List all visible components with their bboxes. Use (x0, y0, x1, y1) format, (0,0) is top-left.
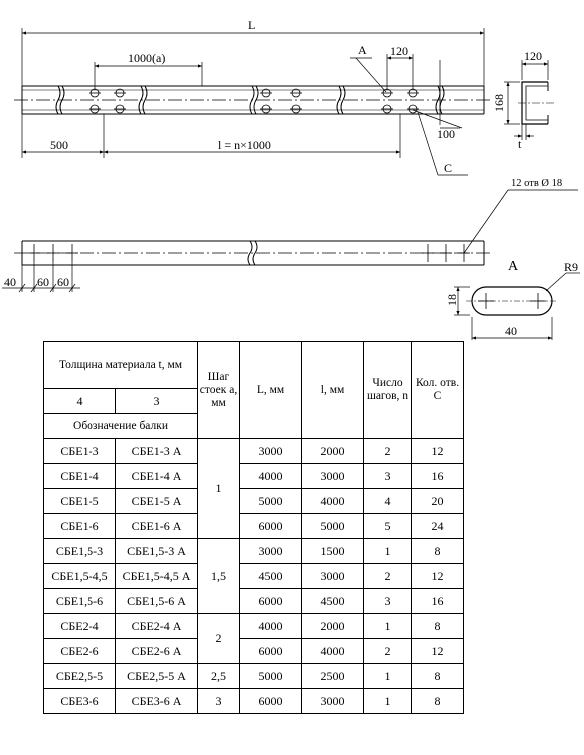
cell-pitch: 2,5 (198, 664, 240, 689)
cell-l: 1500 (302, 539, 364, 564)
table-row (44, 689, 464, 714)
cell-designation-4: СБЕ2-4 (44, 614, 116, 639)
detail-A-title: A (508, 259, 519, 274)
cell-l: 2000 (302, 439, 364, 464)
table-row (44, 539, 464, 564)
label-168: 168 (492, 94, 506, 112)
cell-designation-3: СБЕ1,5-6 А (116, 589, 198, 614)
cell-holes: 12 (412, 639, 464, 664)
label-120-top: 120 (390, 44, 408, 58)
cell-designation-4: СБЕ2,5-5 (44, 664, 116, 689)
cell-holes: 8 (412, 614, 464, 639)
cell-n: 3 (364, 464, 412, 489)
cell-n: 3 (364, 589, 412, 614)
cell-designation-3: СБЕ2-6 А (116, 639, 198, 664)
cell-n: 1 (364, 689, 412, 714)
label-40-bottom: 40 (4, 275, 16, 289)
header-L: L, мм (240, 342, 302, 439)
label-120-side: 120 (524, 49, 542, 63)
cell-designation-3: СБЕ3-6 А (116, 689, 198, 714)
cell-l: 3000 (302, 689, 364, 714)
cell-designation-3: СБЕ1,5-3 А (116, 539, 198, 564)
cell-L: 4000 (240, 614, 302, 639)
detail-A-slot (454, 273, 580, 340)
beam-top-view (14, 86, 490, 114)
cell-holes: 8 (412, 664, 464, 689)
cell-L: 6000 (240, 639, 302, 664)
cell-L: 6000 (240, 589, 302, 614)
cell-holes: 24 (412, 514, 464, 539)
cell-designation-4: СБЕ1,5-6 (44, 589, 116, 614)
cell-designation-3: СБЕ1-6 А (116, 514, 198, 539)
cell-holes: 12 (412, 439, 464, 464)
label-R9: R9 (564, 260, 579, 274)
cell-designation-3: СБЕ2,5-5 А (116, 664, 198, 689)
cell-designation-4: СБЕ1,5-4,5 (44, 564, 116, 589)
cell-l: 2000 (302, 614, 364, 639)
label-18: 18 (445, 294, 459, 306)
cell-holes: 16 (412, 464, 464, 489)
header-designation: Обозначение балки (44, 414, 198, 439)
cell-L: 6000 (240, 514, 302, 539)
table-row (44, 614, 464, 639)
table-row (44, 639, 464, 664)
cell-n: 4 (364, 489, 412, 514)
label-pitch: 1000(a) (128, 51, 166, 65)
label-60-a: 60 (37, 275, 49, 289)
cell-designation-4: СБЕ1-6 (44, 514, 116, 539)
cell-pitch: 3 (198, 689, 240, 714)
cell-designation-4: СБЕ1-4 (44, 464, 116, 489)
label-40-detail: 40 (505, 324, 517, 338)
cell-pitch: 1 (198, 439, 240, 539)
cell-pitch: 1,5 (198, 539, 240, 614)
cell-n: 1 (364, 664, 412, 689)
cell-designation-3: СБЕ1,5-4,5 А (116, 564, 198, 589)
header-pitch: Шаг стоек а, мм (198, 342, 240, 439)
cell-designation-4: СБЕ1-3 (44, 439, 116, 464)
callout-A: A (358, 43, 367, 57)
cell-l: 5000 (302, 514, 364, 539)
cell-designation-4: СБЕ1-5 (44, 489, 116, 514)
cell-designation-3: СБЕ2-4 А (116, 614, 198, 639)
label-L: L (248, 18, 256, 32)
cell-holes: 12 (412, 564, 464, 589)
cell-holes: 20 (412, 489, 464, 514)
table-row (44, 489, 464, 514)
header-n: Число шагов, n (364, 342, 412, 439)
cell-designation-3: СБЕ1-3 А (116, 439, 198, 464)
spec-table (43, 341, 464, 714)
cell-designation-3: СБЕ1-4 А (116, 464, 198, 489)
table-row (44, 514, 464, 539)
cross-section (504, 60, 556, 140)
table-row (44, 664, 464, 689)
dim-bottom (22, 114, 400, 158)
beam-side-view (2, 190, 578, 292)
cell-n: 1 (364, 539, 412, 564)
side-holes (28, 244, 470, 262)
table-row (44, 464, 464, 489)
cell-holes: 8 (412, 539, 464, 564)
cell-l: 4000 (302, 639, 364, 664)
cell-pitch: 2 (198, 614, 240, 664)
dim-L (22, 28, 484, 86)
cell-designation-4: СБЕ2-6 (44, 639, 116, 664)
cell-n: 2 (364, 564, 412, 589)
callout-C: C (444, 161, 453, 175)
cell-L: 5000 (240, 489, 302, 514)
cell-designation-3: СБЕ1-5 А (116, 489, 198, 514)
table-row (44, 589, 464, 614)
header-thickness: Толщина материала t, мм (44, 342, 198, 389)
beam-drawing (0, 0, 584, 340)
cell-l: 3000 (302, 564, 364, 589)
cell-holes: 8 (412, 689, 464, 714)
cell-L: 6000 (240, 689, 302, 714)
cell-n: 2 (364, 639, 412, 664)
cell-l: 4000 (302, 489, 364, 514)
label-t: t (518, 137, 522, 151)
label-100: 100 (437, 127, 455, 141)
cell-n: 5 (364, 514, 412, 539)
header-t4: 4 (44, 389, 116, 414)
holes-note: 12 отв Ø 18 (511, 178, 563, 189)
cell-n: 1 (364, 614, 412, 639)
cell-designation-4: СБЕ3-6 (44, 689, 116, 714)
cell-holes: 16 (412, 589, 464, 614)
cell-designation-4: СБЕ1,5-3 (44, 539, 116, 564)
cell-L: 3000 (240, 439, 302, 464)
cell-L: 5000 (240, 664, 302, 689)
label-500: 500 (50, 138, 68, 152)
cell-L: 3000 (240, 539, 302, 564)
table-row (44, 564, 464, 589)
header-holes: Кол. отв. С (412, 342, 464, 439)
cell-L: 4000 (240, 464, 302, 489)
callout-C-leader (418, 112, 468, 175)
dim-100 (413, 60, 462, 128)
header-t3: 3 (116, 389, 198, 414)
table-row (44, 439, 464, 464)
header-l: l, мм (302, 342, 364, 439)
cell-l: 4500 (302, 589, 364, 614)
label-l: l = n×1000 (218, 138, 271, 152)
cell-L: 4500 (240, 564, 302, 589)
cell-n: 2 (364, 439, 412, 464)
cell-l: 2500 (302, 664, 364, 689)
cell-l: 3000 (302, 464, 364, 489)
label-60-b: 60 (57, 275, 69, 289)
